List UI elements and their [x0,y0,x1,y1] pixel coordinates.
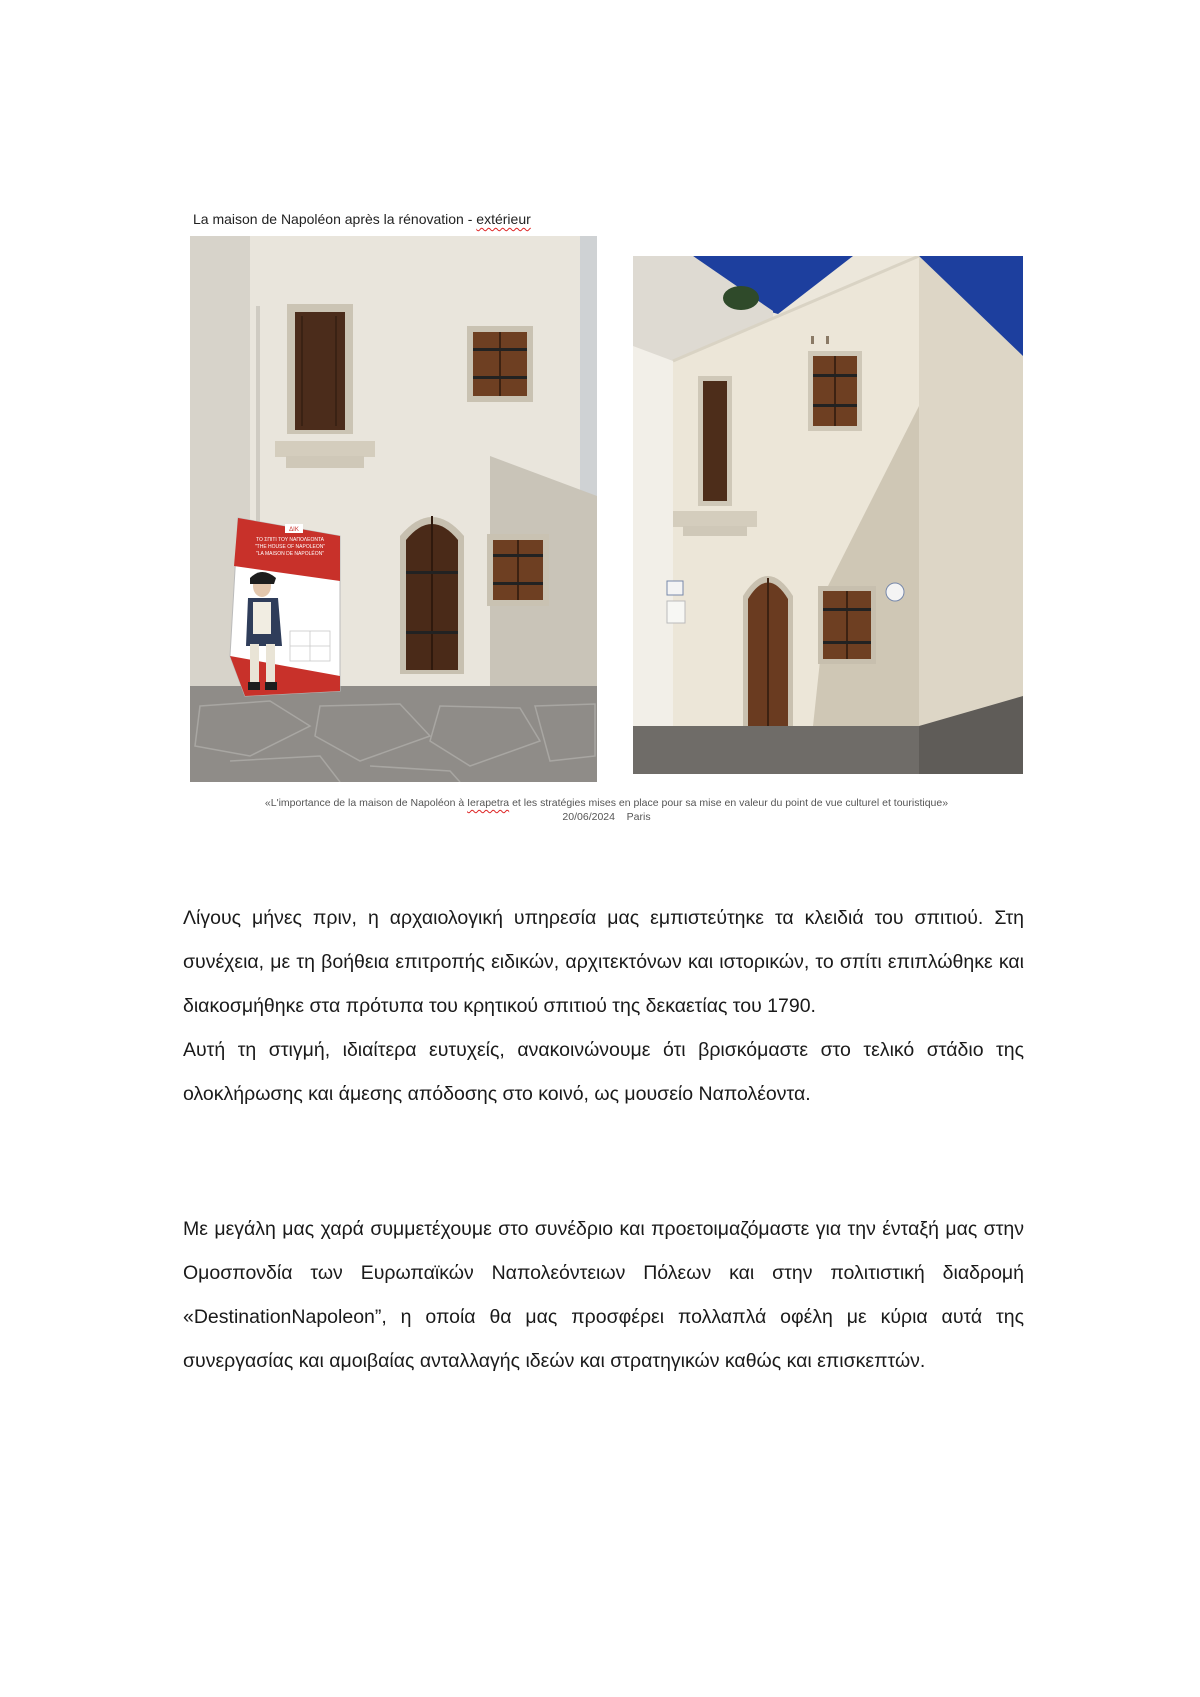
figure-caption-top-text: La maison de Napoléon après la rénovation - [193,211,477,227]
caption-bottom-pre: «L'importance de la maison de Napoléon à [264,797,468,809]
caption-bottom-post: et les stratégies mises en place pour sa mise en valeur du point de vue culturel et touristique» [509,797,949,809]
figure-caption-bottom [190,796,1023,824]
brochure-line-1: ΤΟ ΣΠΙΤΙ ΤΟΥ ΝΑΠΟΛΕΟΝΤΑ [256,537,324,543]
brochure-badge: ΔΙΚ [289,527,299,533]
body-text-block-2 [183,1207,1024,1383]
figure-caption-top-word: extérieur [476,211,531,227]
body-text-block-1 [183,896,1024,1116]
brochure-line-3: "LA MAISON DE NAPOLÉON" [255,551,325,557]
paragraph-2: Αυτή τη στιγμή, ιδιαίτερα ευτυχείς, ανακοινώνουμε ότι βρισκόμαστε στο τελικό στάδιο της ολοκλήρωσης και άμεσης απόδοσης στο κοινό, ως μουσείο Ναπολέοντα. [183,1039,1024,1105]
paragraph-1: Λίγους μήνες πριν, η αρχαιολογική υπηρεσία μας εμπιστεύτηκε τα κλειδιά του σπιτιού. Στη συνέχεια, με τη βοήθεια επιτροπής ειδικών, αρχιτεκτόνων και ιστορικών, το σπίτι επιπλώθηκε και διακοσμήθηκε στα πρότυπα του κρητικού σπιτιού της δεκαετίας του 1790. [183,907,1024,1017]
figure-caption-bottom-line2: 20/06/2024 Paris [562,811,651,823]
figure-caption-top [193,211,531,227]
figure-caption-bottom-line1 [190,796,1023,810]
photo-house-before-brochure [190,236,597,782]
paragraph-3: Με μεγάλη μας χαρά συμμετέχουμε στο συνέδριο και προετοιμαζόμαστε για την ένταξή μας στην Ομοσπονδία των Ευρωπαϊκών Ναπολεόντειων Πόλεων και στην πολιτιστική διαδρομή «DestinationNapoleon”, η οποία θα μας προσφέρει πολλαπλά οφέλη με κύρια αυτά της συνεργασίας και αμοιβαίας ανταλλαγής ιδεών και στρατηγικών καθώς και επισκεπτών. [183,1218,1024,1372]
brochure-line-2: "THE HOUSE OF NAPOLEON" [254,544,326,550]
photo-left-svg [190,236,597,782]
caption-bottom-word: Ierapetra [467,797,510,809]
photo-right-svg [633,256,1023,774]
photo-house-after-renovation [633,256,1023,774]
